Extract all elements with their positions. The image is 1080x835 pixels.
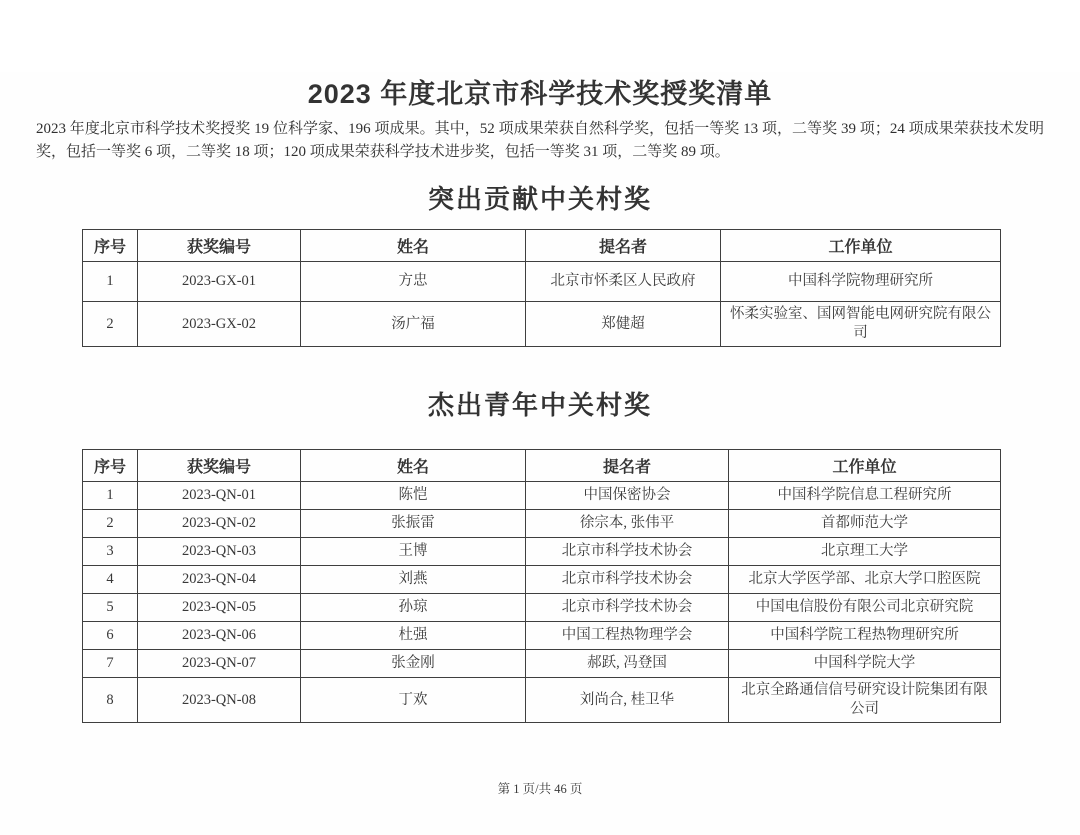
table-cell: 2 [83,302,138,347]
table-cell: 刘燕 [301,566,526,594]
table-cell: 陈恺 [301,482,526,510]
document-page [0,72,1080,835]
table-cell: 2023-QN-03 [138,538,301,566]
award-table-qn [82,449,1001,723]
table-cell: 中国科学院物理研究所 [721,262,1001,302]
table-cell: 2023-QN-07 [138,650,301,678]
table-row [83,262,1001,302]
table-header-row [83,230,1001,262]
table-row [83,482,1001,510]
table-cell: 北京市怀柔区人民政府 [526,262,721,302]
table-cell: 2023-QN-02 [138,510,301,538]
column-header: 获奖编号 [138,230,301,262]
table-cell: 刘尚合, 桂卫华 [526,678,729,723]
award-section-qn [0,385,1080,723]
table-cell: 2023-QN-01 [138,482,301,510]
table-cell: 张振雷 [301,510,526,538]
column-header: 提名者 [526,230,721,262]
table-cell: 中国科学院信息工程研究所 [729,482,1001,510]
table-cell: 2023-GX-01 [138,262,301,302]
page-number-footer: 第 1 页/共 46 页 [497,782,583,796]
table-row [83,622,1001,650]
table-cell: 8 [83,678,138,723]
table-row [83,650,1001,678]
table-row [83,510,1001,538]
table-cell: 7 [83,650,138,678]
table-cell: 2023-QN-08 [138,678,301,723]
table-cell: 徐宗本, 张伟平 [526,510,729,538]
table-cell: 中国工程热物理学会 [526,622,729,650]
table-cell: 1 [83,262,138,302]
award-table-gx [82,229,1001,347]
table-cell: 北京大学医学部、北京大学口腔医院 [729,566,1001,594]
table-row [83,302,1001,347]
table-cell: 北京市科学技术协会 [526,538,729,566]
column-header: 姓名 [301,450,526,482]
table-cell: 王博 [301,538,526,566]
table-cell: 4 [83,566,138,594]
table-cell: 首都师范大学 [729,510,1001,538]
table-cell: 北京理工大学 [729,538,1001,566]
column-header: 获奖编号 [138,450,301,482]
table-row [83,538,1001,566]
table-cell: 孙琼 [301,594,526,622]
column-header: 序号 [83,230,138,262]
table-cell: 郝跃, 冯登国 [526,650,729,678]
page-title: 2023 年度北京市科学技术奖授奖清单 [307,79,773,109]
column-header: 序号 [83,450,138,482]
table-row [83,594,1001,622]
table-cell: 5 [83,594,138,622]
column-header: 姓名 [301,230,526,262]
table-cell: 6 [83,622,138,650]
section-heading-qn: 杰出青年中关村奖 [427,390,652,420]
table-cell: 杜强 [301,622,526,650]
section-heading-gx: 突出贡献中关村奖 [427,184,652,214]
table-cell: 怀柔实验室、国网智能电网研究院有限公司 [721,302,1001,347]
column-header: 提名者 [526,450,729,482]
table-cell: 方忠 [301,262,526,302]
table-cell: 2023-QN-05 [138,594,301,622]
intro-paragraph: 2023 年度北京市科学技术奖授奖 19 位科学家、196 项成果。其中，52 项成果荣获自然科学奖，包括一等奖 13 项，二等奖 39 项；24 项成果荣获技术发明奖，包括一等奖 6 项，二等奖 18 项；120 项成果荣获科学技术进步奖，包括一等奖 31 项，二等奖 89 项。 [36,121,1044,160]
table-header-row [83,450,1001,482]
table-cell: 2023-QN-06 [138,622,301,650]
award-section-gx [0,179,1080,347]
table-cell: 汤广福 [301,302,526,347]
table-row [83,566,1001,594]
table-cell: 中国科学院工程热物理研究所 [729,622,1001,650]
table-cell: 北京全路通信信号研究设计院集团有限公司 [729,678,1001,723]
table-cell: 2023-QN-04 [138,566,301,594]
table-cell: 张金刚 [301,650,526,678]
table-cell: 丁欢 [301,678,526,723]
column-header: 工作单位 [729,450,1001,482]
table-cell: 中国电信股份有限公司北京研究院 [729,594,1001,622]
table-cell: 1 [83,482,138,510]
table-cell: 郑健超 [526,302,721,347]
table-cell: 中国保密协会 [526,482,729,510]
table-cell: 2 [83,510,138,538]
table-row [83,678,1001,723]
table-cell: 中国科学院大学 [729,650,1001,678]
table-cell: 2023-GX-02 [138,302,301,347]
table-cell: 北京市科学技术协会 [526,594,729,622]
column-header: 工作单位 [721,230,1001,262]
table-cell: 北京市科学技术协会 [526,566,729,594]
table-cell: 3 [83,538,138,566]
